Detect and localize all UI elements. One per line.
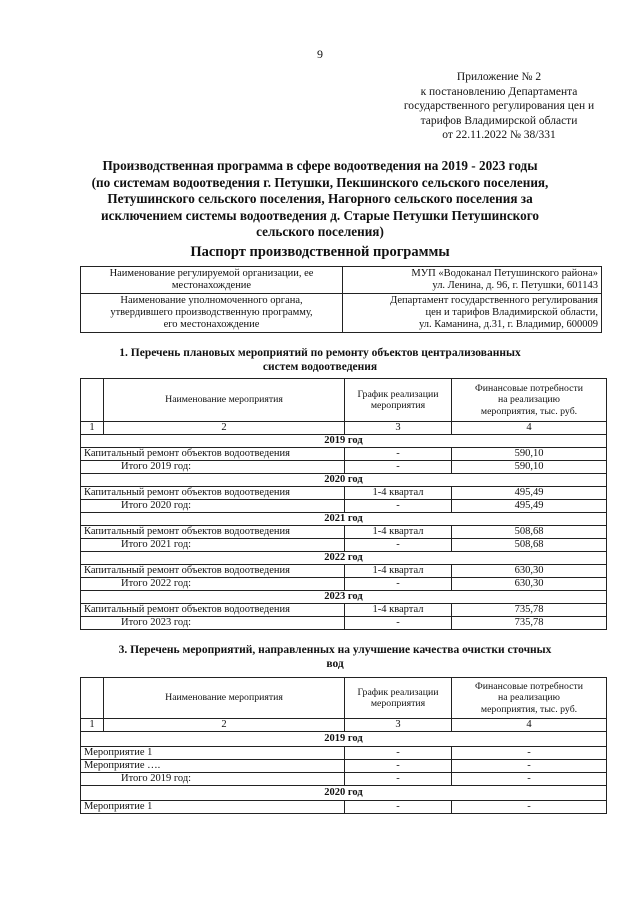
cell-text: ул. Ленина, д. 96, г. Петушки, 601143 (432, 280, 598, 291)
passport-value-cell (343, 294, 602, 333)
value-cell: - (452, 801, 607, 814)
year-cell: 2019 год (81, 435, 607, 448)
item-cell: Капитальный ремонт объектов водоотведения (81, 487, 345, 500)
passport-value-cell (343, 267, 602, 294)
passport-label-cell (81, 267, 343, 294)
value-cell: 508,68 (452, 539, 607, 552)
year-row (81, 474, 607, 487)
schedule-cell: - (345, 539, 452, 552)
value-cell: 495,49 (452, 487, 607, 500)
table-row (81, 801, 607, 814)
schedule-cell: - (345, 617, 452, 630)
header-cell (81, 379, 104, 422)
item-cell: Капитальный ремонт объектов водоотведения (81, 604, 345, 617)
cell-text: мероприятия (370, 400, 426, 411)
schedule-cell: - (345, 773, 452, 786)
year-cell: 2022 год (81, 552, 607, 565)
schedule-cell: 1-4 квартал (345, 604, 452, 617)
schedule-cell: 1-4 квартал (345, 526, 452, 539)
title-line: сельского поселения) (256, 224, 384, 239)
total-row (81, 539, 607, 552)
schedule-cell: - (345, 461, 452, 474)
total-label-cell: Итого 2019 год: (81, 461, 345, 474)
total-label-cell: Итого 2020 год: (81, 500, 345, 513)
cell-text: мероприятия, тыс. руб. (480, 405, 578, 417)
column-number-row (81, 719, 607, 732)
cell: 1 (81, 719, 104, 732)
passport-label-cell (81, 294, 343, 333)
year-cell: 2020 год (81, 474, 607, 487)
table-row (81, 565, 607, 578)
passport-heading: Паспорт производственной программы (190, 244, 450, 260)
schedule-cell: - (345, 760, 452, 773)
schedule-cell: 1-4 квартал (345, 565, 452, 578)
year-cell: 2020 год (81, 786, 607, 801)
value-cell: - (452, 773, 607, 786)
passport-table (80, 266, 602, 333)
title-line: Петушинского сельского поселения, Нагорного сельского поселения за (107, 191, 533, 206)
header-cell: Наименование мероприятия (104, 678, 345, 719)
schedule-cell: 1-4 квартал (345, 487, 452, 500)
section3-table (80, 677, 607, 814)
schedule-cell: - (345, 747, 452, 760)
header-cell (81, 678, 104, 719)
table-row (81, 526, 607, 539)
value-cell: 495,49 (452, 500, 607, 513)
cell: 3 (345, 422, 452, 435)
cell-text: его местонахождение (163, 319, 260, 330)
cell: 4 (452, 719, 607, 732)
table-header-row (81, 678, 607, 719)
table-row (81, 448, 607, 461)
appendix-line: тарифов Владимирской области (420, 114, 578, 127)
section3-heading (70, 643, 600, 671)
year-row (81, 552, 607, 565)
appendix-line: Приложение № 2 (456, 71, 542, 83)
heading-line: 3. Перечень мероприятий, направленных на улучшение качества очистки сточных (118, 644, 552, 656)
item-cell: Мероприятие …. (81, 760, 345, 773)
value-cell: 630,30 (452, 565, 607, 578)
cell-text: Наименование уполномоченного органа, (120, 295, 303, 306)
year-row (81, 435, 607, 448)
cell: 2 (104, 422, 345, 435)
year-cell: 2023 год (81, 591, 607, 604)
value-cell: 590,10 (452, 448, 607, 461)
heading-line: систем водоотведения (262, 361, 378, 373)
item-cell: Капитальный ремонт объектов водоотведения (81, 526, 345, 539)
cell-text: на реализацию (498, 394, 560, 406)
cell-text: цен и тарифов Владимирской области, (425, 307, 598, 318)
header-cell (452, 379, 607, 422)
section1-heading (70, 346, 570, 374)
year-row (81, 732, 607, 747)
cell-text: Наименование регулируемой организации, ее (109, 268, 314, 279)
table-row (81, 760, 607, 773)
year-row (81, 786, 607, 801)
schedule-cell: - (345, 448, 452, 461)
table-row (81, 747, 607, 760)
total-label-cell: Итого 2021 год: (81, 539, 345, 552)
cell-text: График реализации (357, 388, 439, 400)
header-cell (345, 678, 452, 719)
total-label-cell: Итого 2019 год: (81, 773, 345, 786)
total-label-cell: Итого 2022 год: (81, 578, 345, 591)
table-header-row (81, 379, 607, 422)
column-number-row (81, 422, 607, 435)
value-cell: 508,68 (452, 526, 607, 539)
schedule-cell: - (345, 500, 452, 513)
cell-text: утвердившего производственную программу, (110, 307, 313, 318)
value-cell: - (452, 760, 607, 773)
table-row (81, 294, 602, 333)
header-cell (345, 379, 452, 422)
appendix-line: к постановлению Департамента (420, 85, 578, 98)
cell-text: мероприятия, тыс. руб. (480, 703, 578, 715)
cell-text: Финансовые потребности (475, 382, 583, 394)
cell: 1 (81, 422, 104, 435)
header-cell: Наименование мероприятия (104, 379, 345, 422)
title-line: (по системам водоотведения г. Петушки, Пекшинского сельского поселения, (91, 174, 549, 190)
item-cell: Капитальный ремонт объектов водоотведения (81, 448, 345, 461)
appendix-note (368, 70, 630, 143)
title-line: исключением системы водоотведения д. Старые Петушки Петушинского (101, 207, 539, 223)
section1-table (80, 378, 607, 630)
cell-text: Финансовые потребности (475, 680, 583, 692)
year-row (81, 591, 607, 604)
value-cell: 590,10 (452, 461, 607, 474)
page-number: 9 (317, 47, 323, 61)
appendix-line: государственного регулирования цен и (403, 100, 595, 112)
item-cell: Мероприятие 1 (81, 747, 345, 760)
table-row (81, 604, 607, 617)
cell-text: График реализации (357, 686, 439, 698)
header-cell (452, 678, 607, 719)
cell: 4 (452, 422, 607, 435)
heading-line: 1. Перечень плановых мероприятий по ремонту объектов централизованных (119, 347, 521, 359)
document-title (70, 158, 570, 241)
cell: 3 (345, 719, 452, 732)
cell: 2 (104, 719, 345, 732)
item-cell: Капитальный ремонт объектов водоотведения (81, 565, 345, 578)
total-row (81, 578, 607, 591)
schedule-cell: - (345, 801, 452, 814)
value-cell: 735,78 (452, 604, 607, 617)
year-cell: 2021 год (81, 513, 607, 526)
total-row (81, 461, 607, 474)
value-cell: - (452, 747, 607, 760)
total-label-cell: Итого 2023 год: (81, 617, 345, 630)
year-cell: 2019 год (81, 732, 607, 747)
cell-text: МУП «Водоканал Петушинского района» (411, 268, 598, 279)
value-cell: 735,78 (452, 617, 607, 630)
total-row (81, 500, 607, 513)
table-row (81, 487, 607, 500)
year-row (81, 513, 607, 526)
appendix-line: от 22.11.2022 № 38/331 (442, 129, 556, 141)
item-cell: Мероприятие 1 (81, 801, 345, 814)
schedule-cell: - (345, 578, 452, 591)
value-cell: 630,30 (452, 578, 607, 591)
total-row (81, 773, 607, 786)
heading-line: вод (326, 658, 344, 670)
table-row (81, 267, 602, 294)
cell-text: местонахождение (171, 280, 252, 291)
cell-text: на реализацию (498, 692, 560, 704)
total-row (81, 617, 607, 630)
cell-text: мероприятия (370, 698, 426, 709)
cell-text: Департамент государственного регулирования (390, 295, 598, 306)
title-line: Производственная программа в сфере водоотведения на 2019 - 2023 годы (102, 158, 538, 173)
cell-text: ул. Каманина, д.31, г. Владимир, 600009 (418, 319, 598, 330)
